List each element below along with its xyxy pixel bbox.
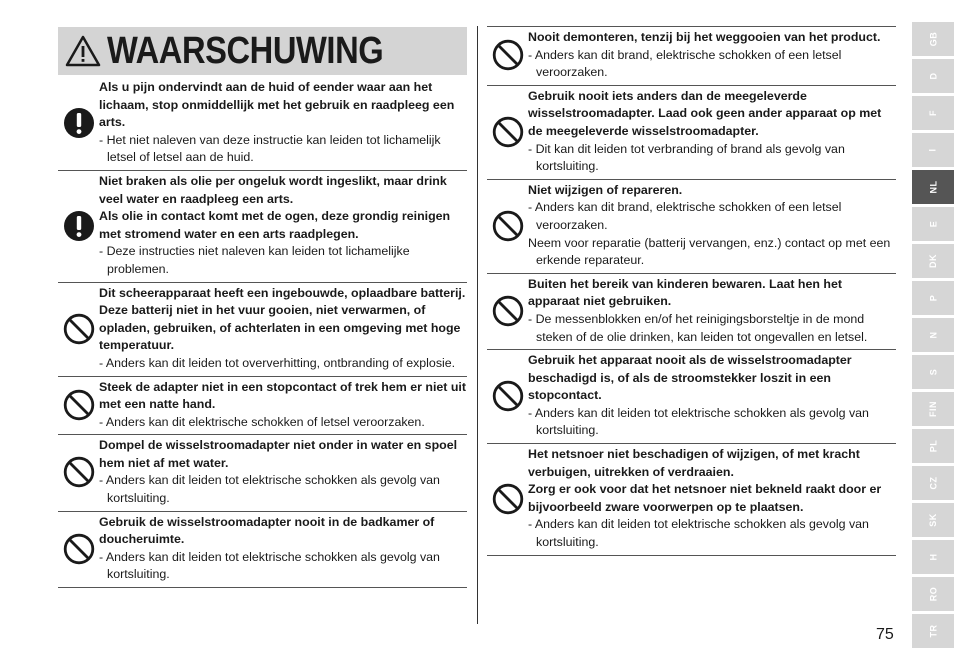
language-tab-h[interactable] <box>912 540 954 574</box>
warning-item <box>58 283 467 377</box>
warning-statement: Buiten het bereik van kinderen bewaren. Laat hen het apparaat niet gebruiken. <box>528 276 842 309</box>
page-number: 75 <box>876 626 894 643</box>
warning-statement: Niet braken als olie per ongeluk wordt ingeslikt, maar drink veel water en raadpleeg een arts. <box>99 173 447 206</box>
warning-note: - Anders kan dit brand, elektrische schokken of een letsel veroorzaken. <box>528 47 842 80</box>
language-tab-d[interactable] <box>912 59 954 93</box>
language-tab-label: SK <box>927 513 938 527</box>
warning-text <box>528 276 896 346</box>
warning-note: - Deze instructies niet naleven kan leiden tot lichamelijke problemen. <box>99 244 410 276</box>
prohibited-icon <box>487 88 528 176</box>
warning-note: - Anders kan dit elektrische schokken of letsel veroorzaken. <box>99 414 425 429</box>
language-tab-label: DK <box>928 254 938 268</box>
mandatory-exclamation-icon <box>58 173 99 279</box>
language-tab-cz[interactable] <box>912 466 954 500</box>
prohibited-icon <box>487 276 528 346</box>
warning-triangle-icon <box>65 35 101 67</box>
language-tab-label: H <box>928 553 938 561</box>
warning-statement: Dompel de wisselstroomadapter niet onder in water en spoel hem niet af met water. <box>99 438 458 470</box>
warning-statement: Steek de adapter niet in een stopcontact of trek hem er niet uit met een natte hand. <box>99 379 466 412</box>
warning-text <box>528 446 896 552</box>
column-divider <box>477 26 478 624</box>
warning-item <box>58 171 467 283</box>
warning-item <box>58 512 467 588</box>
warning-item <box>487 180 896 274</box>
warning-text <box>99 514 467 584</box>
page-title: WAARSCHUWING <box>107 30 384 72</box>
warning-statement: Gebruik de wisselstroomadapter nooit in de badkamer of doucheruimte. <box>99 514 435 547</box>
language-tab-label: F <box>928 110 938 116</box>
warning-note: - De messenblokken en/of het reinigingsborsteltje in de mond steken of de olie drinken, kan leiden tot ongevallen en letsel. <box>528 311 868 344</box>
language-tab-label: P <box>927 294 938 302</box>
warning-note: - Anders kan dit leiden tot elektrische schokken als gevolg van kortsluiting. <box>99 549 440 582</box>
warning-text <box>99 437 467 507</box>
warning-item <box>487 274 896 350</box>
warning-statement: Het netsnoer niet beschadigen of wijzigen, of met kracht verbuigen, uitrekken of verdraaien. <box>528 447 860 479</box>
language-tab-label: RO <box>928 586 938 602</box>
language-tab-label: N <box>928 331 938 339</box>
language-tab-label: NL <box>928 180 938 194</box>
warning-note: - Anders kan dit brand, elektrische schokken of een letsel veroorzaken. <box>528 200 842 232</box>
warning-statement: Nooit demonteren, tenzij bij het weggooien van het product. <box>528 30 881 44</box>
warning-text <box>99 79 467 167</box>
warning-item <box>487 350 896 444</box>
warning-statement: Zorg er ook voor dat het netsnoer niet bekneld raakt door er bijvoorbeeld zware voorwerpen op te plaatsen. <box>528 482 882 514</box>
warning-item <box>487 86 896 180</box>
language-tabs <box>912 22 954 651</box>
warning-text <box>528 88 896 176</box>
language-tab-label: TR <box>928 624 938 638</box>
warning-text <box>99 285 467 373</box>
warning-statement: Gebruik nooit iets anders dan de meegeleverde wisselstroomadapter. Laad ook geen ander apparaat op met de meegeleverde wisselstroomadapter. <box>528 88 882 138</box>
warning-note: - Anders kan dit leiden tot elektrische schokken als gevolg van kortsluiting. <box>528 405 869 438</box>
language-tab-tr[interactable] <box>912 614 954 648</box>
language-tab-gb[interactable] <box>912 22 954 56</box>
mandatory-exclamation-icon <box>58 79 99 167</box>
prohibited-icon <box>58 285 99 373</box>
language-tab-label: GB <box>928 31 938 47</box>
language-tab-label: D <box>928 72 938 80</box>
warning-statement: Niet wijzigen of repareren. <box>528 182 683 197</box>
language-tab-label: S <box>927 368 938 376</box>
language-tab-label: FIN <box>928 401 938 417</box>
prohibited-icon <box>487 182 528 270</box>
language-tab-fin[interactable] <box>912 392 954 426</box>
warning-note: - Anders kan dit leiden tot elektrische schokken als gevolg van kortsluiting. <box>99 473 440 506</box>
warning-item <box>487 444 896 556</box>
language-tab-label: PL <box>927 439 938 453</box>
language-tab-f[interactable] <box>912 96 954 130</box>
warning-note: - Het niet naleven van deze instructie kan leiden tot lichamelijk letsel of letsel aan de huid. <box>99 132 441 165</box>
warning-text <box>528 182 896 270</box>
warning-text <box>528 29 896 82</box>
warning-note: - Dit kan dit leiden tot verbranding of brand als gevolg van kortsluiting. <box>528 141 845 174</box>
warning-text <box>99 173 467 279</box>
prohibited-icon <box>58 437 99 507</box>
prohibited-icon <box>58 379 99 432</box>
language-tab-nl[interactable] <box>912 170 954 204</box>
language-tab-e[interactable] <box>912 207 954 241</box>
language-tab-s[interactable] <box>912 355 954 389</box>
warning-statement: Gebruik het apparaat nooit als de wisselstroomadapter beschadigd is, of als de stroomstekker loszit in een stopcontact. <box>528 353 852 403</box>
right-column <box>487 26 896 556</box>
language-tab-dk[interactable] <box>912 244 954 278</box>
language-tab-ro[interactable] <box>912 577 954 611</box>
language-tab-label: CZ <box>928 476 938 490</box>
prohibited-icon <box>487 29 528 82</box>
language-tab-i[interactable] <box>912 133 954 167</box>
prohibited-icon <box>487 352 528 440</box>
language-tab-label: I <box>927 148 938 152</box>
warning-statement: Dit scheerapparaat heeft een ingebouwde, oplaadbare batterij. Deze batterij niet in het vuur gooien, niet verwarmen, of opladen, gebruiken, of achterlaten in een omgeving met hoge temperatuur. <box>99 285 466 353</box>
warning-item <box>58 377 467 436</box>
warning-note: - Anders kan dit leiden tot elektrische schokken als gevolg van kortsluiting. <box>528 517 869 550</box>
warning-note: - Anders kan dit leiden tot oververhitting, ontbranding of explosie. <box>99 355 456 370</box>
warning-text <box>99 379 467 432</box>
warning-text <box>528 352 896 440</box>
warning-item <box>58 435 467 511</box>
warning-statement: Als u pijn ondervindt aan de huid of eender waar aan het lichaam, stop onmiddellijk met het gebruik en raadpleeg een arts. <box>99 80 455 130</box>
prohibited-icon <box>58 514 99 584</box>
left-column <box>58 77 467 588</box>
warning-note: Neem voor reparatie (batterij vervangen, enz.) contact op met een erkende reparateur. <box>528 235 891 268</box>
prohibited-icon <box>487 446 528 552</box>
language-tab-sk[interactable] <box>912 503 954 537</box>
warning-item <box>58 77 467 171</box>
warning-item <box>487 27 896 86</box>
warning-statement: Als olie in contact komt met de ogen, deze grondig reinigen met stromend water en een arts raadplegen. <box>99 209 451 241</box>
warning-header <box>58 27 467 75</box>
language-tab-p[interactable] <box>912 281 954 315</box>
language-tab-n[interactable] <box>912 318 954 352</box>
language-tab-label: E <box>927 220 938 228</box>
language-tab-pl[interactable] <box>912 429 954 463</box>
